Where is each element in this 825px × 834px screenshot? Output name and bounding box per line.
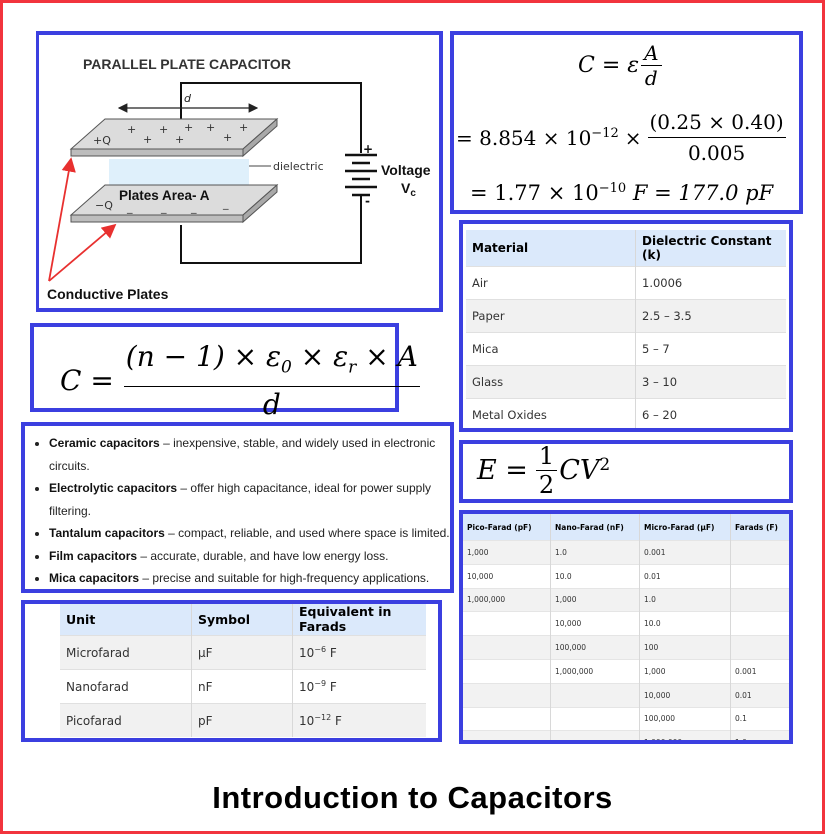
calc-line-1: C = ε A d [578, 41, 662, 90]
plates-area-label: Plates Area- A [119, 188, 210, 203]
svg-text:+: + [223, 131, 233, 144]
table-row: 10,000 10.0 0.01 [463, 564, 789, 588]
column-header: Farads (F) [731, 514, 790, 541]
table-row: 100,000 100 [463, 636, 789, 660]
material-cell: Mica [466, 333, 636, 366]
svg-text:+: + [159, 123, 169, 136]
column-header: Material [466, 230, 636, 267]
constant-cell: 2.5 – 3.5 [636, 300, 787, 333]
table-row [466, 333, 786, 366]
battery-icon [345, 155, 377, 203]
svg-text:_: _ [127, 201, 133, 214]
distance-label: d [184, 92, 191, 105]
table-row [466, 267, 786, 300]
plus-q-label: +Q [93, 134, 111, 147]
table-row: 10,000 10.0 [463, 612, 789, 636]
capacitor-diagram-panel [36, 31, 443, 312]
diagram-title: PARALLEL PLATE CAPACITOR [83, 56, 291, 72]
voltage-label: Voltage [381, 162, 431, 178]
table-row: Microfarad µF $10^{-6}$ F [60, 636, 426, 670]
dielectric-materials-panel [459, 220, 793, 432]
column-header: Equivalent in Farads [293, 603, 427, 636]
column-header: Micro-Farad (µF) [640, 514, 731, 541]
capacitor-types-panel [21, 422, 454, 593]
list-item: • Mica capacitors – precise and suitable for high-frequency applications. [49, 567, 450, 590]
svg-text:+: + [175, 133, 185, 146]
conductive-arrow-top [49, 159, 71, 281]
vc-label: $V_c$ [401, 180, 416, 199]
conductive-arrow-bottom [49, 225, 115, 281]
svg-text:+: + [127, 123, 137, 136]
material-cell: Paper [466, 300, 636, 333]
list-item: • Film capacitors – accurate, durable, and have low energy loss. [49, 545, 450, 568]
list-item: • Tantalum capacitors – compact, reliable, and used where space is limited. [49, 522, 450, 545]
svg-text:+: + [143, 133, 153, 146]
capacitance-calculation-panel [450, 31, 803, 214]
calc-line-2: = 8.854 × 10 $^{-12}$ × $\frac{(0.25 \times 0.40)}{0.005}$ [456, 107, 786, 168]
multiplate-formula: C = $\frac{(n - 1) \times \varepsilon_0 \times \varepsilon_r \times A}{d}$ [60, 340, 418, 421]
table-row: 1,000,000 1,000 1.0 [463, 588, 789, 612]
column-header: Dielectric Constant (k) [636, 230, 787, 267]
column-header: Pico-Farad (pF) [463, 514, 551, 541]
constant-cell: 1.0006 [636, 267, 787, 300]
list-item: • Electrolytic capacitors – offer high capacitance, ideal for power supply filtering. [49, 477, 450, 522]
battery-plus: + [363, 142, 374, 156]
table-row [466, 399, 786, 432]
material-cell: Metal Oxides [466, 399, 636, 432]
svg-text:+: + [239, 121, 249, 134]
table-row: 10,000 0.01 [463, 683, 789, 707]
svg-text:+: + [184, 121, 194, 134]
svg-text:+: + [206, 121, 216, 134]
table-header-row [466, 230, 786, 267]
table-header-row [60, 603, 426, 636]
constant-cell: 5 – 7 [636, 333, 787, 366]
energy-formula-panel [459, 440, 793, 503]
table-header-row [463, 514, 789, 541]
list-item: • Ceramic capacitors – inexpensive, stable, and widely used in electronic circuits. [49, 432, 450, 477]
multiplate-formula-panel [30, 323, 418, 421]
constant-cell: 6 – 20 [636, 399, 787, 432]
units-table-panel [21, 600, 442, 742]
conversion-table-panel [459, 510, 793, 744]
column-header: Nano-Farad (nF) [551, 514, 640, 541]
material-cell: Glass [466, 366, 636, 399]
table-row [466, 300, 786, 333]
calc-line-3: = $1.77 \times 10^{-10}$ F = 177.0 pF [470, 181, 774, 205]
svg-text:_: _ [191, 201, 197, 214]
constant-cell: 3 – 10 [636, 366, 787, 399]
dielectric-label: dielectric [273, 160, 324, 173]
table-row: 100,000 0.1 [463, 707, 789, 731]
column-header: Symbol [192, 603, 293, 636]
energy-formula: E = $\frac{1}{2}$ CV $^2$ [477, 442, 611, 499]
table-row: 1,000 1.0 0.001 [463, 541, 789, 565]
page-title: Introduction to Capacitors [212, 780, 613, 815]
battery-minus: - [365, 194, 370, 208]
minus-q-label: −Q [95, 199, 113, 212]
conversion-table [463, 514, 789, 744]
table-row: 1,000,000 1.0 [463, 731, 789, 744]
table-row [466, 366, 786, 399]
table-row: Picofarad pF $10^{-12}$ F [60, 704, 426, 738]
svg-text:_: _ [223, 197, 229, 210]
dielectric-table [466, 230, 786, 431]
capacitor-types-list [25, 426, 450, 590]
svg-text:_: _ [161, 201, 167, 214]
material-cell: Air [466, 267, 636, 300]
conductive-plates-label: Conductive Plates [47, 286, 169, 302]
capacitor-diagram [39, 35, 439, 308]
table-row: 1,000,000 1,000 0.001 [463, 659, 789, 683]
units-table [60, 603, 426, 737]
column-header: Unit [60, 603, 192, 636]
table-row: Nanofarad nF $10^{-9}$ F [60, 670, 426, 704]
